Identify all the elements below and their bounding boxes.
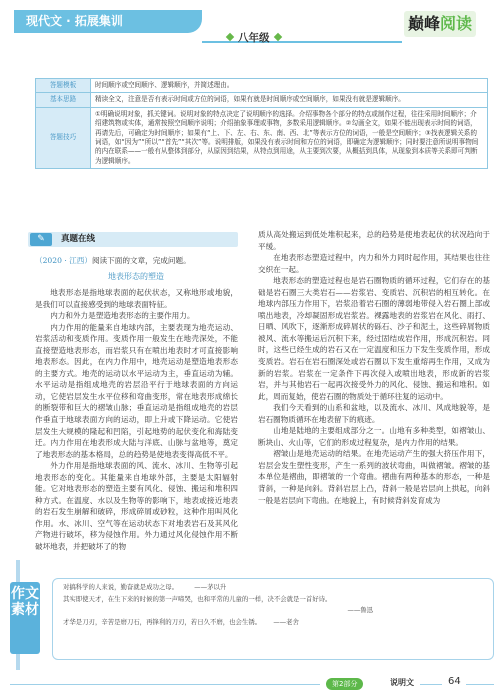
quote-line: [63, 605, 483, 617]
paragraph: 山地是陆地的主要组成部分之一。山地有多种类型，如褶皱山、断块山、火山等，它们的形成过程复杂，是内力作用的结果。: [258, 426, 490, 447]
table-row-value: 精读全文，注意是否有表示时间或方位的词语，如果有就是时间顺序或空间顺序，如果没有就是逻辑顺序。: [91, 93, 488, 107]
quote-author: ——老舍: [273, 617, 299, 626]
footer-title: 说明文: [390, 678, 414, 687]
series-label: 现代文 · 拓展集训: [26, 14, 123, 28]
paragraph: 外力作用是指地球表面的风、流水、冰川、生物等引起地表形态的变化。其能量来自地球外部，主要是太阳辐射能。它对地表形态的塑造主要有风化、侵蚀、搬运和堆积四种方式。在温度、水以及生物等的影响下，地表或接近地表的岩石发生崩解和破碎，形成碎屑或砂粒，这种作用叫风化作用。水、冰川、空气等在运动状态下对地表岩石及其风化产物进行破坏，移为侵蚀作用。外力通过风化侵蚀作用不断破坏地表，并把破坏了的物: [35, 461, 238, 552]
source-instruction: 阅读下面的文章，完成问题。: [91, 256, 191, 265]
diamond-icon: [226, 33, 234, 41]
paragraph: 质从高处搬运到低处堆积起来，总的趋势是使地表起伏的状况趋向于平缓。: [258, 230, 490, 251]
article-title: 地表形态的塑造: [108, 272, 164, 281]
paragraph: 在地表形态塑造过程中，内力和外力同时起作用，其结果也往往交织在一起。: [258, 253, 490, 274]
quote-line: [63, 582, 483, 594]
table-row-value: 时间顺序或空间顺序、逻辑顺序，并简述理由。: [91, 79, 488, 93]
paragraph: 褶皱山是地壳运动的结果。在地壳运动产生的强大挤压作用下，岩层会发生塑性变形，产生一系列的波状弯曲，叫做褶皱。褶皱的基本单位是褶曲，即褶皱的一个弯曲。褶曲有两种基本的形态，一种是背斜，一种是向斜。背斜岩层上凸，背斜一般是岩层向上拱起，向斜一般是岩层向下弯曲。在地貌上，有时候背斜发育成为: [258, 449, 490, 505]
method-table: [35, 78, 488, 169]
article-left-column: [35, 287, 238, 575]
diamond-icon: [273, 33, 281, 41]
table-row: [36, 107, 488, 168]
series-tab: [14, 10, 202, 33]
quote-text: 才华是刀刃，辛苦是磨刀石，再锋利的刀刃，若日久不磨，也会生锈。: [63, 617, 262, 626]
table-row-value: ①明确说明对象，抓关键词。说明对象的特点决定了说明顺序的选择。介绍事物各个部分的特点或制作过程，往往采用时间顺序；介绍建筑物或实体，通常按照空间顺序说明；介绍抽象事理或事物，多数采用逻辑顺序。②勾画全文，如果不能出现表示时间的词语，再请先后，可确定为时间顺序；如果有“上、下、左、右、东、南、西、北”等表示方位的词语，一般是空间顺序；③找表逻辑关系的词语，如“因为”“所以”“首先”“其次”等。说明排版，如果没有表示时间和方位的词语，即确定为逻辑顺序；同时要注意所说明事物间的内在联系——一般有从整体到部分，从原因到结果，从特点到用途，从主要到次要，从概括到具体，从现象到本质等关系即可判断为逻辑顺序。: [91, 107, 488, 168]
source-line: [35, 255, 191, 266]
quote-text: 对搞科学的人来说，勤奋就是成功之母。: [63, 583, 179, 591]
footer-rule: [420, 684, 442, 685]
brand-part-1: 巅峰: [408, 14, 441, 33]
part-badge: 第2部分: [326, 678, 363, 690]
quote-line: [63, 617, 483, 629]
quote-author: ——鲁迅: [347, 606, 373, 614]
page-number: 64: [448, 676, 461, 687]
brand-part-2: 阅读: [440, 14, 473, 33]
paragraph: 我们今天看到的山系和盆地，以及流水、冰川、风成地貌等，是岩石圈物质循环在地表留下的痕迹。: [258, 403, 490, 424]
paragraph: 内力作用的能量来自地球内部，主要表现为地壳运动、岩浆活动和变质作用。变质作用一般发生在地壳深处，不能直接塑造地表形态，而岩浆只有在喷出地表时才可直接影响地表形态。因此，在内力作用中，地壳运动是塑造地表形态的主要方式。地壳的运动以水平运动为主，垂直运动为辅。水平运动是指组成地壳的岩层沿平行于地球表面的方向运动，它使岩层发生水平位移和弯曲变形，常在地表形成绵长的断裂带和巨大的褶皱山脉；垂直运动是指组成地壳的岩层作垂直于地球表面方向的运动，即上升或下降运动。它使岩层发生大规模的隆起和凹陷，引起地势的起伏变化和海陆变迁。内力作用在地表形成大陆与洋底、山脉与盆地等，奠定了地表形态的基本格局，总的趋势是使地表变得高低不平。: [35, 322, 238, 459]
quote-text: 其实即使天才，在生下来的时候的第一声啼哭，也和平常的儿童的一样，决不会就是一首好诗。: [63, 594, 332, 603]
grade-label: [222, 30, 286, 45]
footer-rule: [466, 684, 494, 685]
quote-author: ——茅以升: [194, 583, 227, 591]
section-title: 真题在线: [61, 234, 96, 244]
paragraph: 地表形态的塑造过程也是岩石圈物质的循环过程，它们存在的基础是岩石圈三大类岩石——岩浆岩、变质岩、沉积岩的相互转化。在地球内部压力作用下，岩浆沿着岩石圈的薄弱地带侵入岩石圈上部或喷出地表，冷却凝固形成岩浆岩。裸露地表的岩浆岩在风化、雨打、日晒、风吹下，逐渐形成碎屑状的砾石、沙子和泥土，这些碎屑物质被风、流水等搬运后沉积下来，经过固结成岩作用，形成沉积岩。同时，这些已经生成的岩石又在一定温度和压力下发生变质作用，形成变质岩。岩石在岩石圈深处或岩石圈以下发生重熔再生作用，又成为新的岩浆。岩浆在一定条件下再次侵入或喷出地表，形成新的岩浆岩，并与其他岩石一起再次接受外力的风化、侵蚀、搬运和堆积。如此，周而复始，使岩石圈的物质处于循环往复的运动中。: [258, 276, 490, 401]
grade-text: 八年级: [238, 32, 270, 44]
brand-logo: [404, 11, 476, 37]
table-row: [36, 93, 488, 107]
article-right-column: [258, 229, 490, 575]
quote-line: [63, 594, 483, 606]
composition-material-tag: [10, 582, 40, 654]
paragraph: 地表形态是指地球表面的起伏状态，又称地形或地貌，是我们可以直接感受到的地球表面特征。: [35, 288, 238, 309]
table-row-key: 答题技巧: [36, 107, 91, 168]
table-row: [36, 79, 488, 93]
tag-line-2: 素材: [11, 602, 39, 618]
tag-line-1: 作文: [11, 586, 39, 602]
page-footer: [0, 674, 502, 694]
section-header: [28, 232, 238, 247]
footer-rule: [10, 684, 320, 685]
quotes-box: [52, 578, 494, 660]
source-year: （2020 · 江西）: [35, 256, 92, 265]
table-row-key: 基本思路: [36, 93, 91, 107]
table-row-key: 答题模板: [36, 79, 91, 93]
pencil-icon: ✎: [30, 233, 52, 246]
header-rule-right: [290, 41, 402, 43]
paragraph: 内力和外力是塑造地表形态的主要作用力。: [50, 311, 195, 321]
